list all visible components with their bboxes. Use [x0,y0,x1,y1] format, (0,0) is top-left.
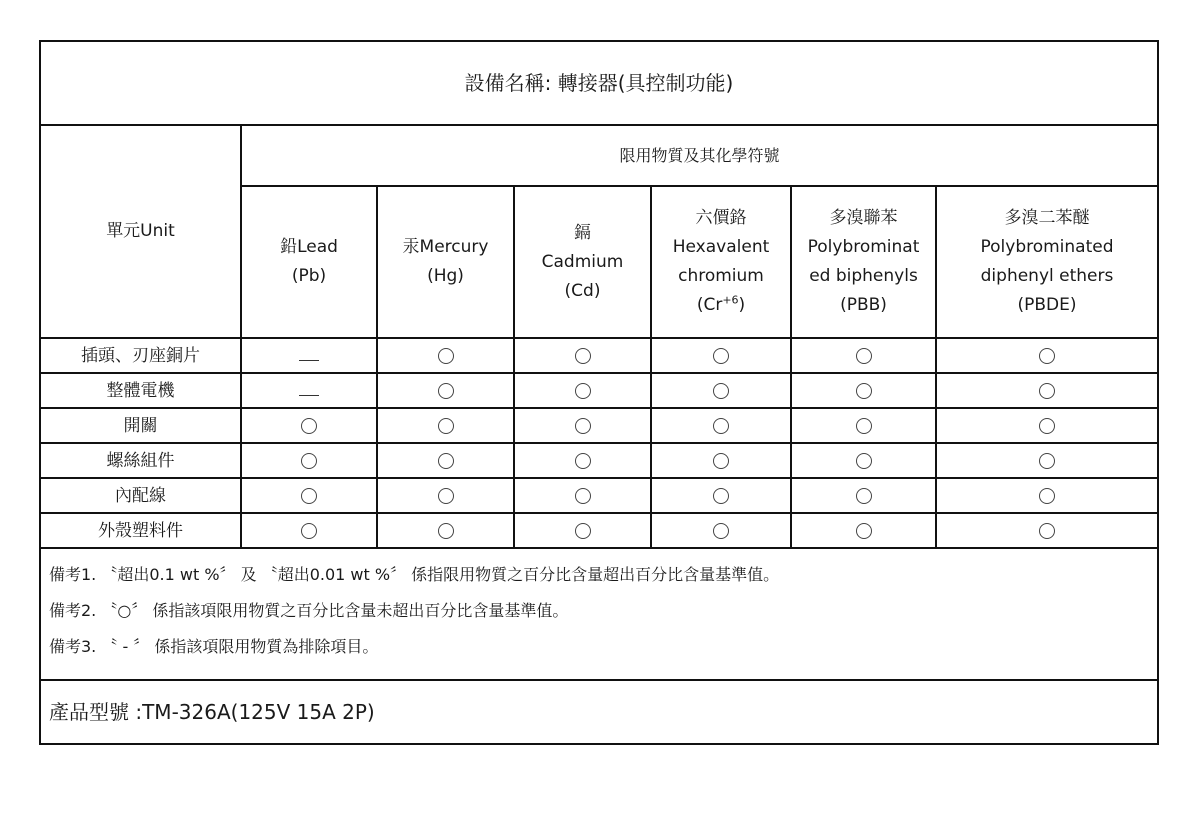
compliance-cell [936,513,1158,548]
compliance-cell [514,513,651,548]
substance-label-line: Polybrominated [980,237,1114,257]
compliant-circle-mark [438,523,454,539]
table-row [40,443,1158,478]
substance-header-3 [514,186,651,338]
compliance-cell [651,408,791,443]
compliance-cell [936,373,1158,408]
compliant-circle-mark [575,453,591,469]
symbol-superscript: +6 [722,293,739,307]
unit-name: 外殼塑料件 [40,513,241,548]
substance-header-4 [651,186,791,338]
unit-name: 內配線 [40,478,241,513]
substance-label-line: (PBDE) [1017,295,1077,315]
compliant-circle-mark [1039,523,1055,539]
table-row [40,373,1158,408]
compliant-circle-mark [713,523,729,539]
compliance-cell [377,443,514,478]
compliance-cell [377,338,514,373]
substance-label-line: Hexavalent [672,237,770,257]
substance-label-line: 多溴聯苯 [829,208,898,228]
substance-label-line: (Hg) [427,266,464,286]
compliance-cell [241,443,377,478]
substance-label-line: (Cd) [564,280,601,301]
compliant-circle-mark [575,348,591,364]
compliant-circle-mark [856,488,872,504]
substance-symbol [652,291,790,320]
remark-2: 備考2. 〝○〞 係指該項限用物質之百分比含量未超出百分比含量基準值。 [49,601,569,620]
compliant-circle-mark [438,348,454,364]
compliance-cell [377,373,514,408]
equipment-name-title: 設備名稱: 轉接器(具控制功能) [40,41,1158,125]
substance-header-5 [791,186,936,338]
compliance-cell [791,478,936,513]
substance-label-line: 汞Mercury [402,237,489,257]
table-row [40,478,1158,513]
compliance-cell [791,408,936,443]
compliance-cell [514,373,651,408]
compliance-cell [791,338,936,373]
compliance-cell [514,443,651,478]
compliance-cell [791,373,936,408]
substance-label-line: 鉛Lead [280,237,338,257]
compliant-circle-mark [438,453,454,469]
substance-label-line: 多溴二苯醚 [1004,208,1090,228]
compliance-cell [936,338,1158,373]
compliant-circle-mark [1039,418,1055,434]
compliant-circle-mark [1039,348,1055,364]
remark-3: 備考3. 〝 - 〞 係指該項限用物質為排除項目。 [49,637,379,656]
compliant-circle-mark [1039,453,1055,469]
symbol-end: ) [738,295,746,315]
remark-1: 備考1. 〝超出0.1 wt %〞 及 〝超出0.01 wt %〞 係指限用物質之百分比含量超出百分比含量基準值。 [49,565,780,584]
compliance-cell [241,513,377,548]
compliance-cell [377,478,514,513]
compliant-circle-mark [856,348,872,364]
compliant-circle-mark [856,418,872,434]
substance-label-line: Cadmium [541,251,624,272]
compliant-circle-mark [438,488,454,504]
compliant-circle-mark [713,453,729,469]
compliance-cell [241,408,377,443]
substance-label-line: Polybrominat [807,237,920,257]
compliant-circle-mark [856,453,872,469]
compliant-circle-mark [713,418,729,434]
unit-column-header: 單元Unit [40,125,241,338]
compliant-circle-mark [575,383,591,399]
compliance-cell [514,408,651,443]
compliant-circle-mark [438,383,454,399]
compliant-circle-mark [713,348,729,364]
compliance-cell [651,443,791,478]
substance-label-line: diphenyl ethers [980,266,1114,286]
substance-label-line: (Pb) [291,266,327,286]
substance-header-6 [936,186,1158,338]
product-model: 產品型號 :TM-326A(125V 15A 2P) [40,680,1158,744]
compliance-cell [377,408,514,443]
compliance-cell [241,373,377,408]
compliance-cell [651,513,791,548]
symbol-base: (Cr [696,295,723,315]
compliance-cell [241,478,377,513]
substance-label-line: (PBB) [840,295,887,315]
compliance-cell [241,338,377,373]
unit-name: 插頭、刃座銅片 [40,338,241,373]
compliance-cell [791,443,936,478]
compliant-circle-mark [301,523,317,539]
substance-header-2 [377,186,514,338]
compliance-cell [651,373,791,408]
compliant-circle-mark [713,383,729,399]
table-body [40,338,1158,548]
compliant-circle-mark [438,418,454,434]
compliant-circle-mark [1039,383,1055,399]
substance-label-line: chromium [678,266,764,286]
compliance-cell [651,338,791,373]
compliant-circle-mark [856,383,872,399]
table-row [40,513,1158,548]
compliance-cell [377,513,514,548]
remarks-section [40,548,1158,680]
restricted-substances-header: 限用物質及其化學符號 [241,125,1158,186]
table-row [40,338,1158,373]
rohs-declaration-table [39,40,1159,745]
compliant-circle-mark [301,418,317,434]
compliance-cell [514,338,651,373]
compliant-circle-mark [301,488,317,504]
table-row [40,408,1158,443]
compliance-cell [936,478,1158,513]
exempt-dash-mark [299,360,319,362]
substance-label-line: 六價鉻 [695,208,747,228]
compliant-circle-mark [856,523,872,539]
compliant-circle-mark [575,488,591,504]
compliant-circle-mark [301,453,317,469]
compliant-circle-mark [575,523,591,539]
unit-name: 整體電機 [40,373,241,408]
compliant-circle-mark [575,418,591,434]
compliance-cell [936,408,1158,443]
unit-name: 開關 [40,408,241,443]
compliance-cell [514,478,651,513]
substance-header-1 [241,186,377,338]
substance-label-line: ed biphenyls [809,266,918,286]
compliance-cell [936,443,1158,478]
exempt-dash-mark [299,395,319,397]
compliance-cell [791,513,936,548]
compliance-cell [651,478,791,513]
compliant-circle-mark [1039,488,1055,504]
compliant-circle-mark [713,488,729,504]
unit-name: 螺絲組件 [40,443,241,478]
substance-label-line: 鎘 [574,222,591,243]
